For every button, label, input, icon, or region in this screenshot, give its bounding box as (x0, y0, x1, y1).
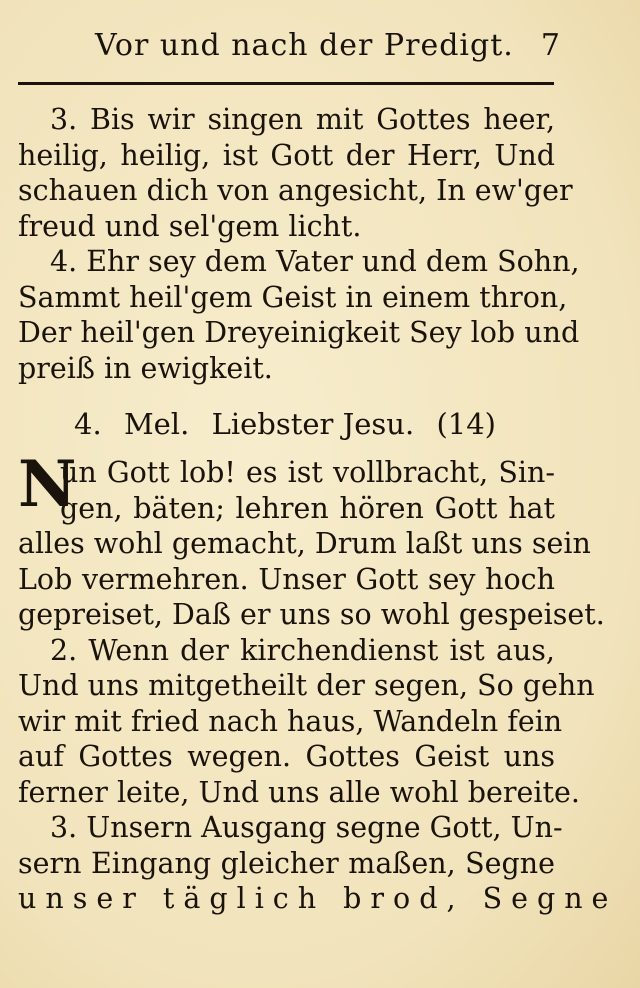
text-line: ferner leite, Und uns alle wohl bereite. (18, 775, 580, 809)
running-header (95, 22, 560, 70)
page-number: 7 (540, 28, 560, 63)
text-line: 3. Unsern Ausgang segne Gott, Un- (50, 811, 563, 844)
text-line: heilig, heilig, ist Gott der Herr, Und (18, 138, 555, 172)
text-line: Und uns mitgetheilt der segen, So gehn (18, 669, 595, 702)
hymn-number: 4. (74, 407, 102, 441)
text-line: schauen dich von angesicht, In ew'ger (18, 174, 573, 207)
running-title: Vor und nach der Predigt. (95, 28, 514, 63)
text-line: alles wohl gemacht, Drum laßt uns sein (18, 527, 591, 560)
melody-name: Liebster Jesu. (211, 407, 415, 441)
text-line: freud und sel'gem licht. (18, 209, 362, 243)
text-line: preiß in ewigkeit. (18, 351, 273, 385)
text-line: auf Gottes wegen. Gottes Geist uns (18, 740, 555, 773)
hymn-heading (74, 404, 496, 444)
text-line: 4. Ehr sey dem Vater und dem Sohn, (50, 245, 580, 278)
text-line: 3. Bis wir singen mit Gottes heer, (50, 103, 555, 136)
verse-block-top (18, 102, 580, 386)
text-line: gen, bäten; lehren hören Gott hat (60, 491, 555, 525)
text-line: Der heil'gen Dreyeinigkeit Sey lob und (18, 316, 580, 349)
text-line: 2. Wenn der kirchendienst ist aus, (50, 633, 555, 667)
text-line: un Gott lob! es ist vollbracht, Sin- (60, 456, 555, 489)
text-line: wir mit fried nach haus, Wandeln fein (18, 704, 563, 738)
text-line: Lob vermehren. Unser Gott sey hoch (18, 562, 555, 596)
hymn-text (18, 447, 618, 917)
header-rule (18, 82, 554, 85)
melody-label: Mel. (123, 407, 190, 441)
text-line: sern Eingang gleicher maßen, Segne (18, 846, 555, 880)
text-line: Sammt heil'gem Geist in einem thron, (18, 280, 568, 314)
drop-cap: N (18, 447, 77, 522)
text-line: unser täglich brod, Segne (18, 882, 618, 915)
text-line: gepreiset, Daß er uns so wohl gespeiset. (18, 598, 605, 631)
hymn-reference: (14) (436, 407, 496, 441)
